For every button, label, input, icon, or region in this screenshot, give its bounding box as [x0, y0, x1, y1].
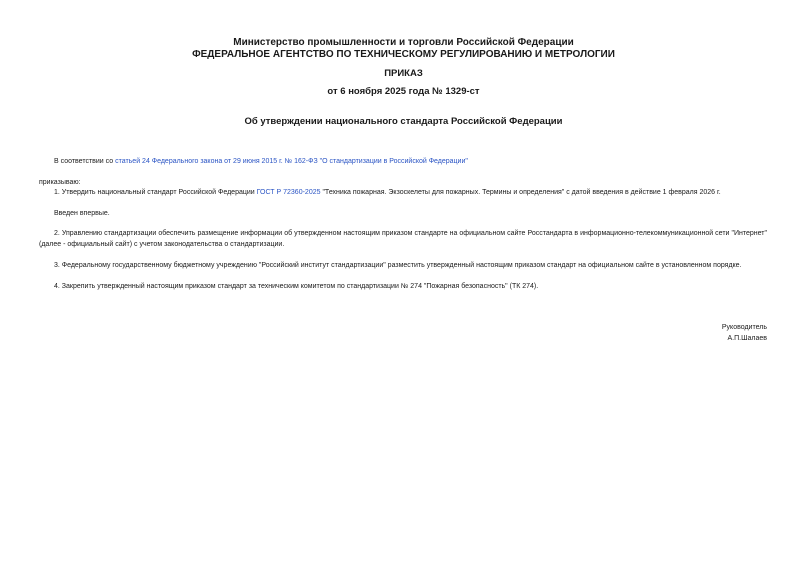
item-1-suffix: "Техника пожарная. Экзоскелеты для пожарных. Термины и определения" с датой введения в действие 1 февраля 2026 г. — [320, 189, 721, 196]
item-2: 2. Управлению стандартизации обеспечить размещение информации об утвержденном настоящим приказом стандарте на официальном сайте Росстандарта в информационно-телекоммуникационной сети "Интернет" (далее - официальный сайт) с учетом законодательства о стандартизации. — [39, 230, 767, 248]
preamble — [54, 157, 468, 166]
order-word: приказываю: — [39, 179, 81, 186]
federal-law-link[interactable]: статьей 24 Федерального закона от 29 июня 2015 г. № 162-ФЗ "О стандартизации в Российской Федерации" — [115, 158, 468, 165]
item-1 — [54, 188, 721, 197]
item-4: 4. Закрепить утвержденный настоящим приказом стандарт за техническим комитетом по стандартизации № 274 "Пожарная безопасность" (ТК 274). — [54, 283, 539, 290]
gost-link[interactable]: ГОСТ Р 72360-2025 — [256, 189, 321, 196]
date-number-heading: от 6 ноября 2025 года № 1329-ст — [327, 86, 480, 97]
doc-type-heading: ПРИКАЗ — [384, 68, 423, 79]
preamble-prefix: В соответствии со — [54, 158, 116, 165]
item-3: 3. Федеральному государственному бюджетному учреждению "Российский институт стандартизации" разместить утвержденный настоящим приказом стандарт на официальном сайте в установленном порядке. — [54, 262, 742, 269]
ministry-heading: Министерство промышленности и торговли Российской Федерации — [233, 37, 574, 48]
signature-title: Руководитель — [721, 324, 767, 331]
introduced-note: Введен впервые. — [54, 210, 110, 217]
agency-heading: ФЕДЕРАЛЬНОЕ АГЕНТСТВО ПО ТЕХНИЧЕСКОМУ РЕГУЛИРОВАНИЮ И МЕТРОЛОГИИ — [192, 49, 615, 60]
signature-name: А.П.Шалаев — [727, 335, 767, 342]
item-1-prefix: 1. Утвердить национальный стандарт Российской Федерации — [54, 189, 257, 196]
subject-heading: Об утверждении национального стандарта Российской Федерации — [244, 116, 563, 127]
